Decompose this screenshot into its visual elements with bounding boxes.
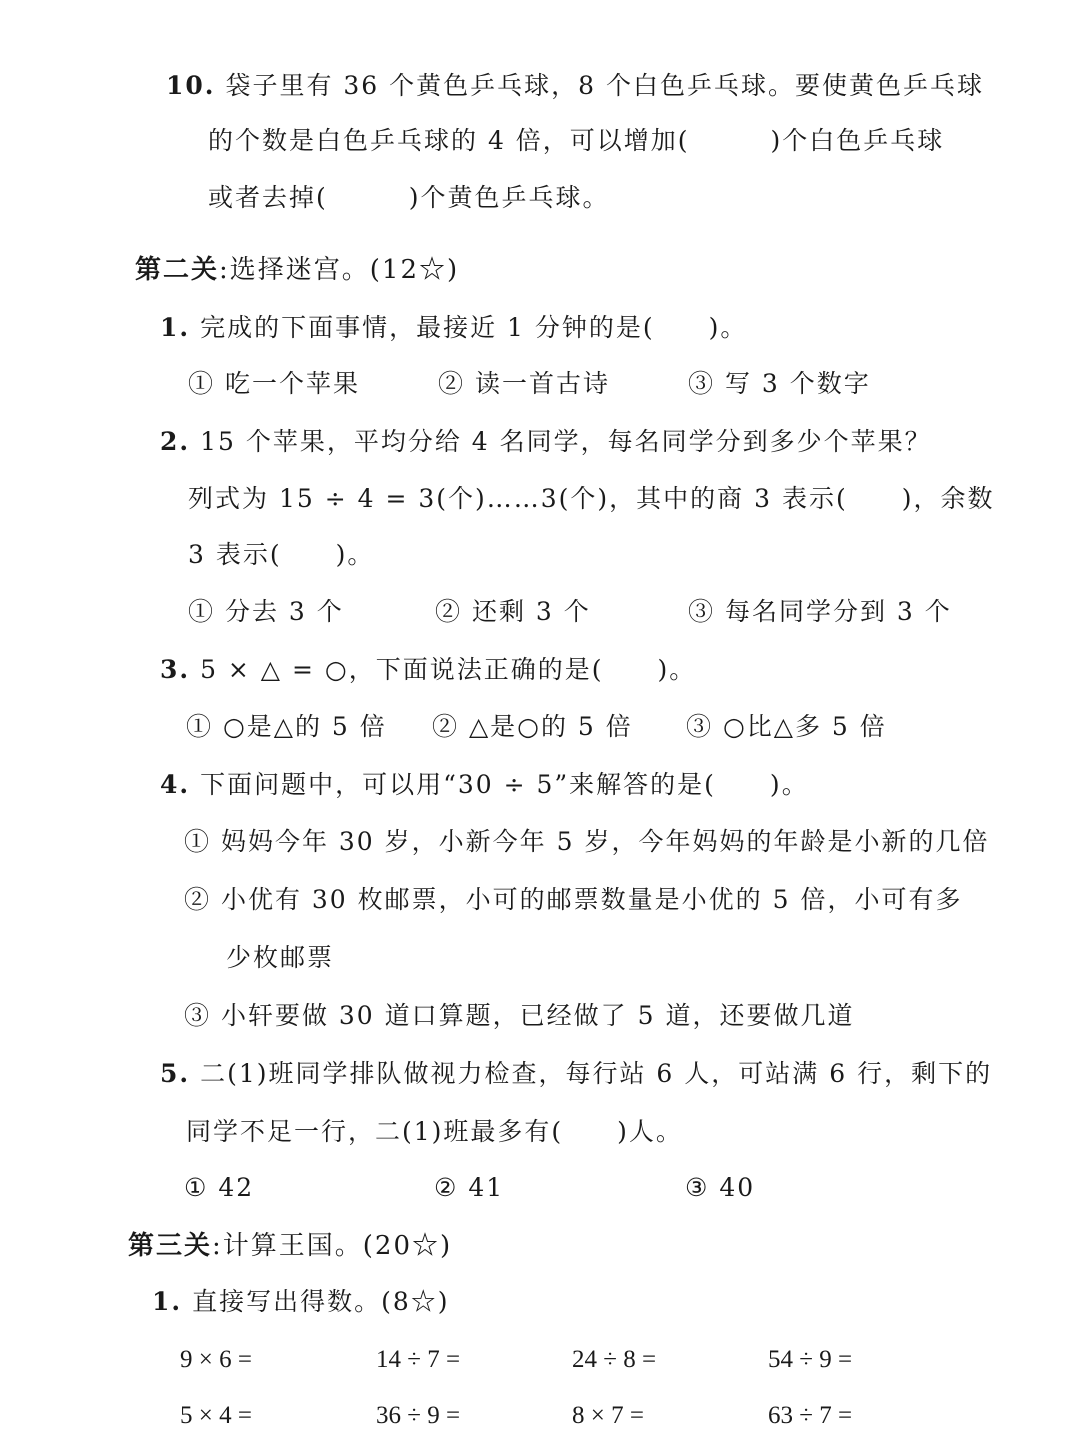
s2-q5-option-2: ② 41	[434, 1173, 505, 1202]
equation-item: 5 × 4 =	[180, 1402, 252, 1429]
s2-q1	[160, 308, 747, 348]
s2-q4	[160, 765, 809, 805]
s2-q3-option-3: ③ ○比△多 5 倍	[686, 712, 887, 741]
section3-title: :计算王国。(20☆)	[212, 1231, 453, 1261]
s2-q2-text-1: 15 个苹果，平均分给 4 名同学，每名同学分到多少个苹果？	[200, 427, 932, 456]
s3-q1-text: 直接写出得数。(8☆)	[192, 1287, 450, 1316]
q10-line2: 的个数是白色乒乓球的 4 倍，可以增加( )个白色乒乓球	[208, 126, 945, 155]
s2-q4-option-3: ③ 小轩要做 30 道口算题，已经做了 5 道，还要做几道	[184, 1001, 855, 1030]
s2-q4-option-1: ① 妈妈今年 30 岁，小新今年 5 岁，今年妈妈的年龄是小新的几倍	[184, 827, 990, 856]
s2-q2-option-3: ③ 每名同学分到 3 个	[688, 597, 952, 626]
s2-q4-option-2-line1: ② 小优有 30 枚邮票，小可的邮票数量是小优的 5 倍，小可有多	[184, 885, 963, 914]
s2-q5-line1	[160, 1054, 992, 1094]
q10-line1	[166, 66, 984, 106]
s2-q3-option-1: ① ○是△的 5 倍	[186, 712, 387, 741]
s3-q1-number: 1.	[152, 1287, 183, 1316]
equation-item: 9 × 6 =	[180, 1346, 252, 1373]
s3-q1	[152, 1282, 449, 1322]
section3-label: 第三关	[128, 1231, 213, 1261]
s2-q2-option-2: ② 还剩 3 个	[435, 597, 591, 626]
s2-q2-line3: 3 表示( )。	[188, 540, 375, 569]
s2-q2-number: 2.	[160, 427, 191, 456]
section2-title: :选择迷宫。(12☆)	[219, 255, 460, 285]
q10-line3: 或者去掉( )个黄色乒乓球。	[208, 183, 610, 212]
s2-q3-option-2: ② △是○的 5 倍	[432, 712, 633, 741]
equation-item: 24 ÷ 8 =	[572, 1346, 657, 1373]
equation-item: 54 ÷ 9 =	[768, 1346, 853, 1373]
s2-q2-line1	[160, 422, 932, 462]
s2-q5-number: 5.	[160, 1059, 191, 1088]
s2-q1-option-1: ① 吃一个苹果	[188, 369, 360, 398]
s2-q5-text-1: 二(1)班同学排队做视力检查，每行站 6 人，可站满 6 行，剩下的	[200, 1059, 993, 1088]
equation-item: 36 ÷ 9 =	[376, 1402, 461, 1429]
s2-q1-option-2: ② 读一首古诗	[438, 369, 610, 398]
section2-header	[135, 250, 459, 290]
q10-number: 10.	[166, 71, 216, 100]
s2-q4-text: 下面问题中，可以用“30 ÷ 5”来解答的是( )。	[200, 770, 809, 799]
s2-q4-number: 4.	[160, 770, 191, 799]
s2-q1-number: 1.	[160, 313, 191, 342]
s2-q5-option-1: ① 42	[184, 1173, 255, 1202]
equation-item: 63 ÷ 7 =	[768, 1402, 853, 1429]
s2-q3-number: 3.	[160, 655, 191, 684]
s2-q3	[160, 650, 696, 690]
s2-q5-line2: 同学不足一行，二(1)班最多有( )人。	[186, 1117, 683, 1146]
equation-item: 8 × 7 =	[572, 1402, 644, 1429]
s2-q1-text: 完成的下面事情，最接近 1 分钟的是( )。	[200, 313, 748, 342]
s2-q4-option-2-line2: 少枚邮票	[226, 943, 335, 972]
q10-text-1: 袋子里有 36 个黄色乒乓球，8 个白色乒乓球。要使黄色乒乓球	[225, 71, 985, 100]
s2-q5-option-3: ③ 40	[685, 1173, 756, 1202]
s2-q3-text: 5 × △ = ○，下面说法正确的是( )。	[200, 655, 697, 684]
section2-label: 第二关	[135, 255, 220, 285]
s2-q2-line2: 列式为 15 ÷ 4 = 3(个)……3(个)，其中的商 3 表示( )，余数	[188, 484, 995, 513]
equation-item: 14 ÷ 7 =	[376, 1346, 461, 1373]
s2-q1-option-3: ③ 写 3 个数字	[688, 369, 871, 398]
s2-q2-option-1: ① 分去 3 个	[188, 597, 344, 626]
section3-header	[128, 1226, 452, 1266]
